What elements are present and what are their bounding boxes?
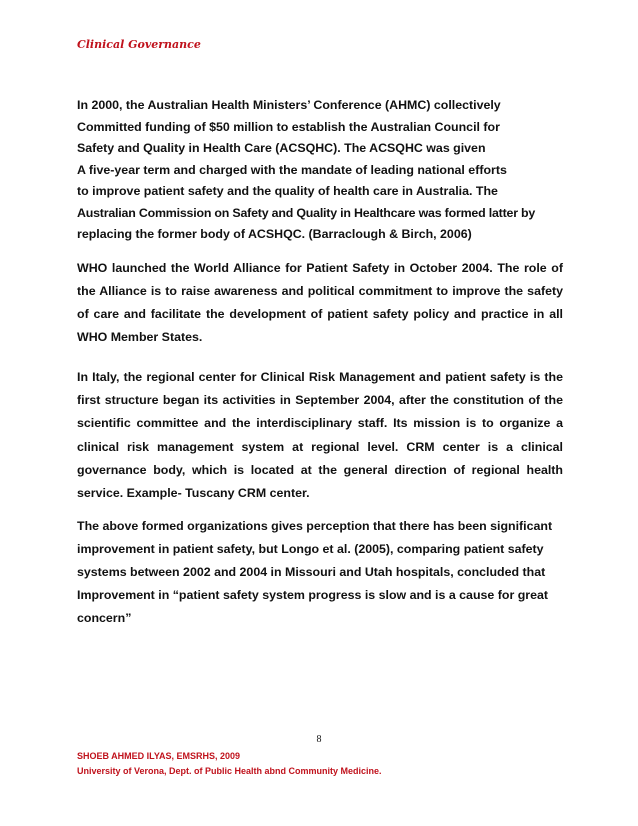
paragraph-line: Australian Commission on Safety and Quality in Healthcare was formed latter by (77, 205, 536, 220)
paragraph-line: systems between 2002 and 2004 in Missouri and Utah hospitals, concluded that (77, 565, 546, 579)
paragraph-line: to improve patient safety and the quality of health care in Australia. The (77, 184, 498, 198)
paragraph-australia (77, 95, 563, 246)
paragraph-line: replacing the former body of ACSHQC. (Barraclough & Birch, 2006) (77, 227, 472, 241)
paragraph-line: improvement in patient safety, but Longo et al. (2005), comparing patient safety (77, 542, 544, 556)
paragraph-line: concern” (77, 611, 132, 625)
footer-affiliation: University of Verona, Dept. of Public Health abnd Community Medicine. (77, 766, 382, 776)
footer-author: SHOEB AHMED ILYAS, EMSRHS, 2009 (77, 751, 241, 761)
paragraph-line: The above formed organizations gives perception that there has been significant (77, 519, 553, 533)
paragraph-line: Improvement in “patient safety system progress is slow and is a cause for great (77, 588, 549, 602)
paragraph-line: In 2000, the Australian Health Ministers’ Conference (AHMC) collectively (77, 98, 501, 112)
page-number: 8 (316, 734, 322, 745)
paragraph-conclusion (77, 515, 563, 630)
paragraph-line: Safety and Quality in Health Care (ACSQHC). The ACSQHC was given (77, 141, 486, 155)
paragraph-who: WHO launched the World Alliance for Patient Safety in October 2004. The role of the Alliance is to raise awareness and political commitment to improve the safety of care and facilitate the development of patient safety policy and practice in all WHO Member States. (77, 261, 563, 344)
paragraph-line: Committed funding of $50 million to establish the Australian Council for (77, 119, 500, 134)
paragraph-italy: In Italy, the regional center for Clinical Risk Management and patient safety is the first structure began its activities in September 2004, after the constitution of the scientific committee and the interdisciplinary staff. Its mission is to organize a clinical risk management system at regional level. CRM center is a clinical governance body, which is located at the general direction of regional health service. Example- Tuscany CRM center. (77, 370, 563, 501)
paragraph-line: A five-year term and charged with the mandate of leading national efforts (77, 162, 507, 177)
running-header: Clinical Governance (77, 38, 201, 51)
